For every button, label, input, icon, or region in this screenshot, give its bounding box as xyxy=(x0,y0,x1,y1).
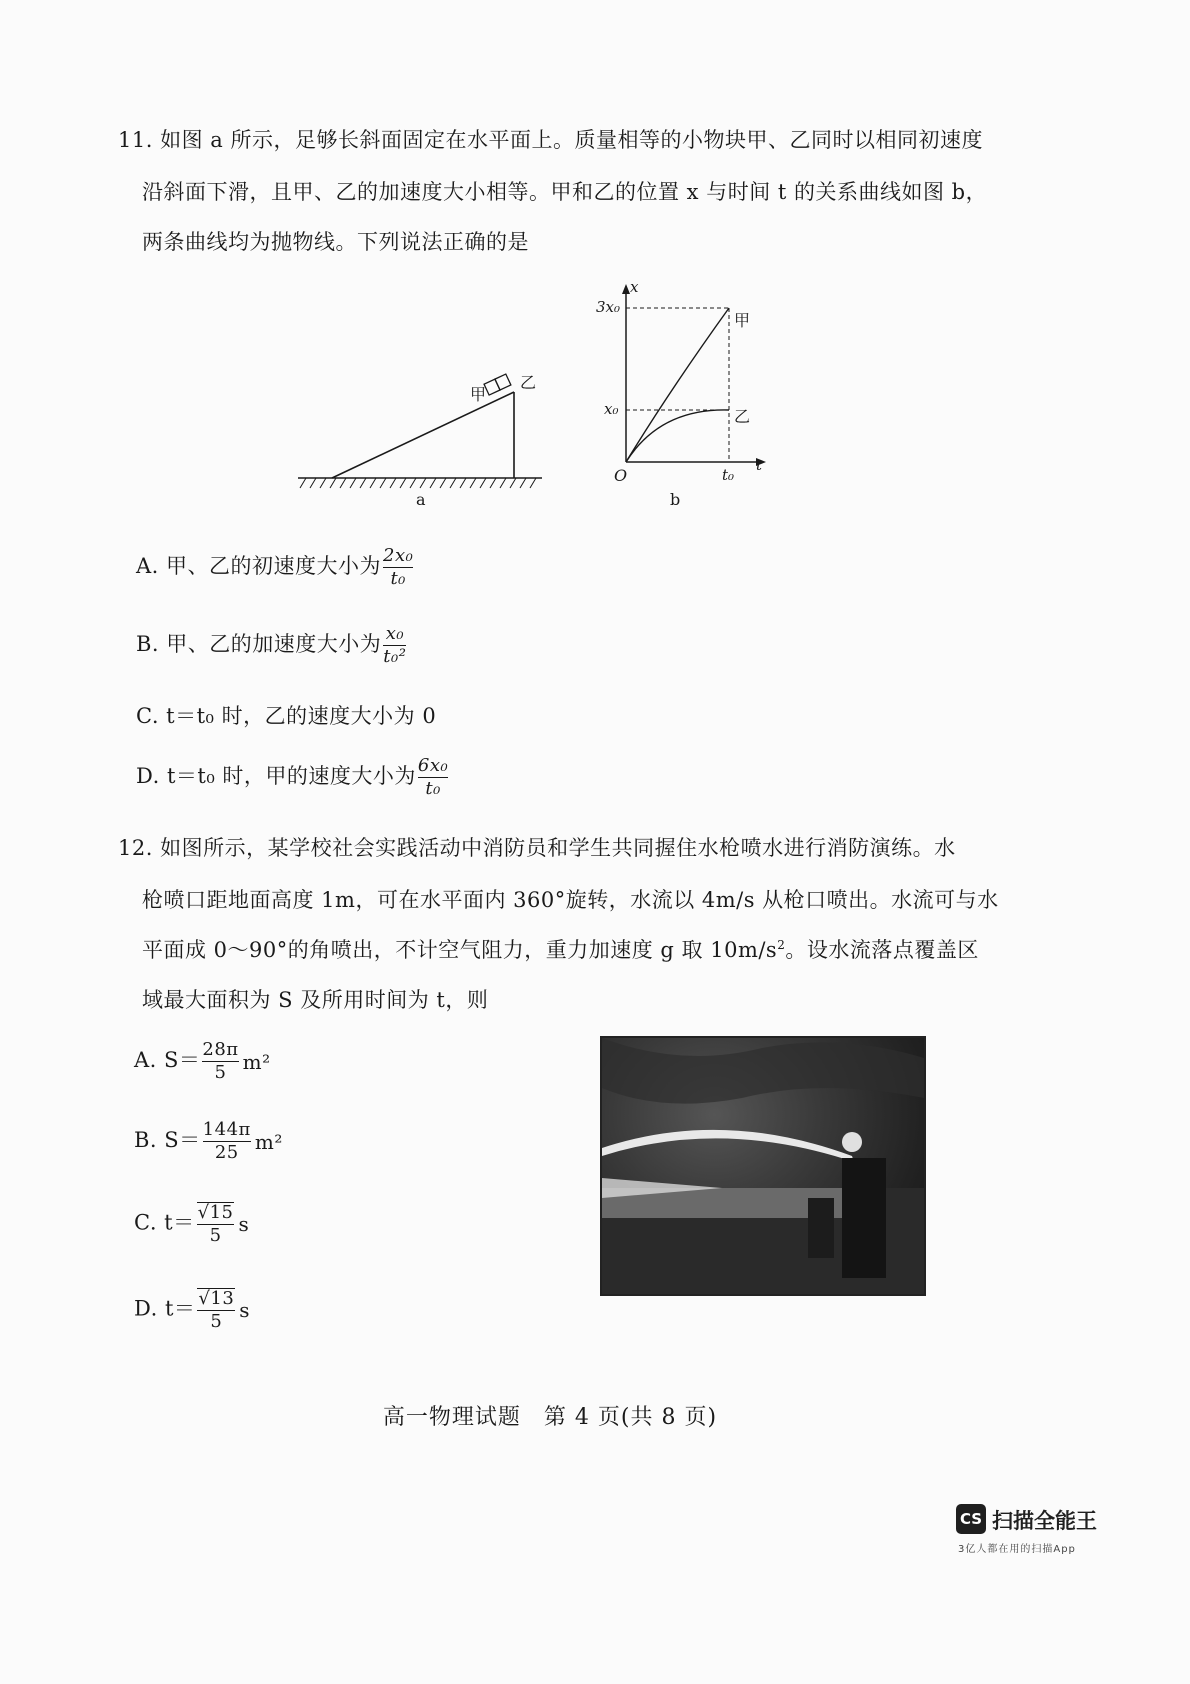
fig-a-label-yi: 乙 xyxy=(520,373,537,392)
watermark-name: 扫描全能王 xyxy=(992,1509,1097,1533)
q11-option-d: D. t＝t₀ 时，甲的速度大小为 $\frac{\text{6x₀}}{\text{t₀}}$ xyxy=(136,755,449,800)
q12-option-b: B. S＝ $\frac{144\pi}{25}$ m² xyxy=(134,1119,283,1164)
q12-option-a: A. S＝ $\frac{28\pi}{5}$ m² xyxy=(134,1039,271,1084)
camscanner-logo-icon: CS xyxy=(956,1504,986,1534)
fig-a-label-jia: 甲 xyxy=(470,385,487,404)
q11-line2: 沿斜面下滑，且甲、乙的加速度大小相等。甲和乙的位置 x 与时间 t 的关系曲线如图 b， xyxy=(142,180,988,204)
fig-b-tick-x0: x₀ xyxy=(604,400,619,418)
fig-b-label-jia: 甲 xyxy=(734,311,751,330)
watermark-tagline: 3亿人都在用的扫描App xyxy=(958,1544,1076,1555)
fig-b-tick-t0: t₀ xyxy=(722,466,735,484)
fig-b-x-axis: t xyxy=(756,456,763,474)
q12-line3: 平面成 0～90°的角喷出，不计空气阻力，重力加速度 g 取 $10m/s^2$。设水流落点覆盖区 xyxy=(142,938,979,962)
fig-b-caption: b xyxy=(670,490,681,509)
q11-line1: 11. 如图 a 所示，足够长斜面固定在水平面上。质量相等的小物块甲、乙同时以相同初速度 xyxy=(118,128,983,152)
page-footer: 高一物理试题 第 4 页(共 8 页) xyxy=(382,1405,718,1430)
curve-jia xyxy=(626,308,729,462)
fig-b-y-axis: x xyxy=(630,278,639,296)
q11-option-b: B. 甲、乙的加速度大小为 $\frac{\text{x₀}}{\text{t₀²}}$ xyxy=(136,623,407,668)
block-yi xyxy=(495,374,511,390)
q12-line2: 枪喷口距地面高度 1m，可在水平面内 360°旋转，水流以 4m/s 从枪口喷出。水流可与水 xyxy=(142,888,999,912)
q11-option-c: C. t＝t₀ 时，乙的速度大小为 0 xyxy=(136,704,437,728)
fig-b-origin: O xyxy=(614,466,628,485)
block-jia xyxy=(484,379,500,395)
firefighter-drill-photo xyxy=(600,1036,926,1296)
fig-b-label-yi: 乙 xyxy=(734,407,751,426)
q12-line1: 12. 如图所示，某学校社会实践活动中消防员和学生共同握住水枪喷水进行消防演练。水 xyxy=(118,836,956,860)
fig-b-tick-3x0: 3x₀ xyxy=(596,298,621,316)
q12-option-c: C. t＝ $\frac{√15}{5}$ s xyxy=(134,1202,250,1247)
q12-line4: 域最大面积为 S 及所用时间为 t，则 xyxy=(142,988,489,1012)
q12-option-d: D. t＝ $\frac{√13}{5}$ s xyxy=(134,1288,251,1333)
q11-option-a: A. 甲、乙的初速度大小为 $\frac{\text{2x₀}}{\text{t₀}}$ xyxy=(136,545,414,590)
fig-a-caption: a xyxy=(416,490,426,509)
q11-line3: 两条曲线均为抛物线。下列说法正确的是 xyxy=(142,230,529,254)
